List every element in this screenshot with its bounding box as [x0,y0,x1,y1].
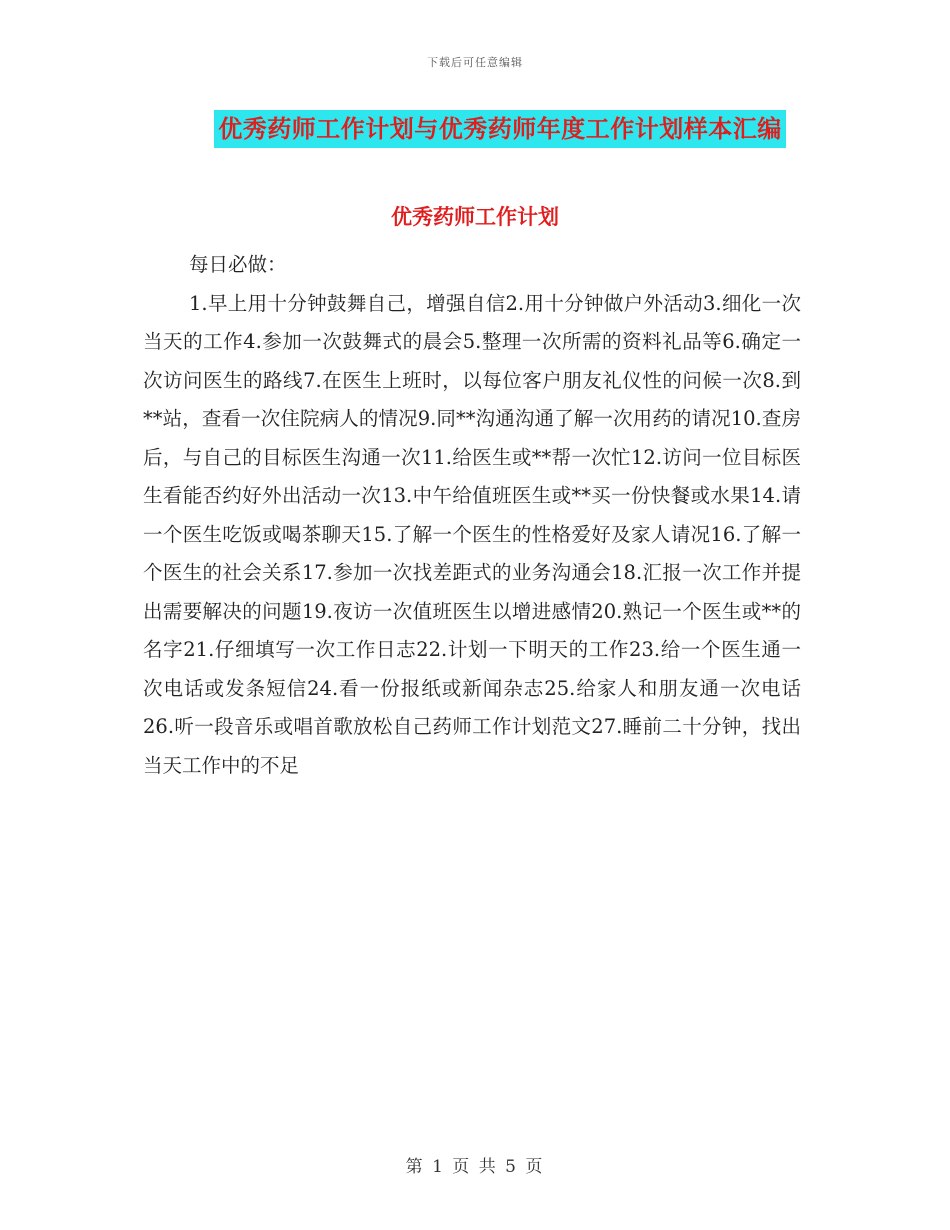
intro-label: 每日必做： [189,253,287,276]
document-title: 优秀药师工作计划与优秀药师年度工作计划样本汇编 [214,110,786,148]
section-title: 优秀药师工作计划 [391,205,559,229]
page-number-footer: 第 1 页 共 5 页 [405,1157,545,1177]
task-list-paragraph: 1.早上用十分钟鼓舞自己，增强自信2.用十分钟做户外活动3.细化一次当天的工作4.参加一次鼓舞式的晨会5.整理一次所需的资料礼品等6.确定一次访问医生的路线7.在医生上班时，以每位客户朋友礼仪性的问候一次8.到**站，查看一次住院病人的情况9.同**沟通沟通了解一次用药的请况10.查房后，与自己的目标医生沟通一次11.给医生或**帮一次忙12.访问一位目标医生看能否约好外出活动一次13.中午给值班医生或**买一份快餐或水果14.请一个医生吃饭或喝茶聊天15.了解一个医生的性格爱好及家人请况16.了解一个医生的社会关系17.参加一次找差距式的业务沟通会18.汇报一次工作并提出需要解决的问题19.夜访一次值班医生以增进感情20.熟记一个医生或**的名字21.仔细填写一次工作日志22.计划一下明天的工作23.给一个医生通一次电话或发条短信24.看一份报纸或新闻杂志25.给家人和朋友通一次电话26.听一段音乐或唱首歌放松自己药师工作计划范文27.睡前二十分钟，找出当天工作中的不足 [143,291,801,777]
document-body [143,246,801,785]
page-header-note: 下载后可任意编辑 [427,56,523,69]
document-title-container [0,110,950,148]
